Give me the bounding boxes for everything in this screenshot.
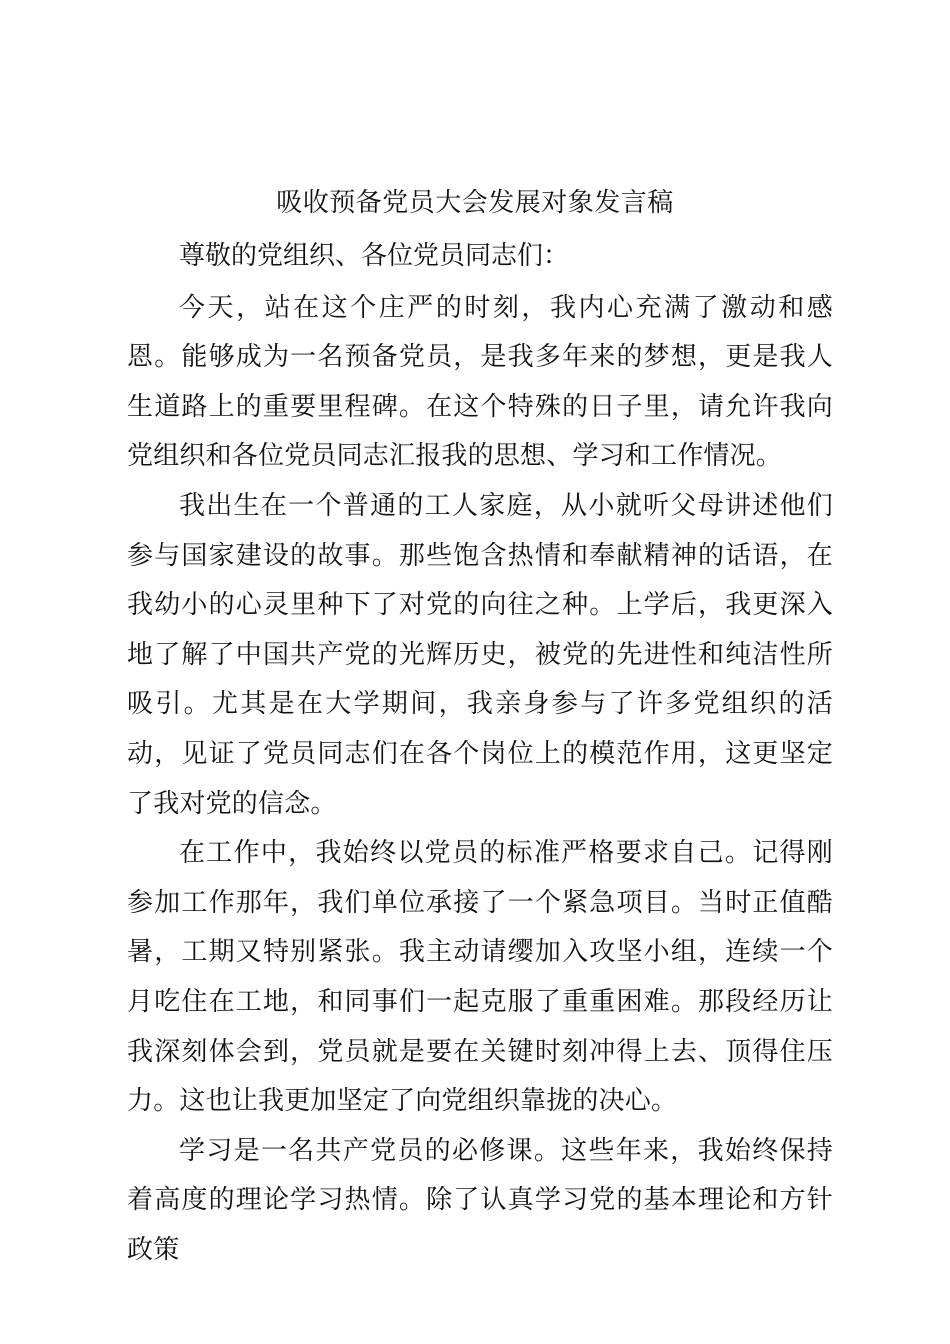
paragraph-2: 我出生在一个普通的工人家庭，从小就听父母讲述他们参与国家建设的故事。那些饱含热情和奉献精神的话语，在我幼小的心灵里种下了对党的向往之种。上学后，我更深入地了解了中国共产党的光辉历史，被党的先进性和纯洁性所吸引。尤其是在大学期间，我亲身参与了许多党组织的活动，见证了党员同志们在各个岗位上的模范作用，这更坚定了我对党的信念。 <box>127 490 833 819</box>
greeting-line: 尊敬的党组织、各位党员同志们： <box>179 241 570 271</box>
paragraph-1: 今天，站在这个庄严的时刻，我内心充满了激动和感恩。能够成为一名预备党员，是我多年来的梦想，更是我人生道路上的重要里程碑。在这个特殊的日子里，请允许我向党组织和各位党员同志汇报我的思想、学习和工作情况。 <box>127 292 833 472</box>
document-body <box>127 232 833 1275</box>
document-title: 吸收预备党员大会发展对象发言稿 <box>276 188 674 218</box>
paragraph-3: 在工作中，我始终以党员的标准严格要求自己。记得刚参加工作那年，我们单位承接了一个紧急项目。当时正值酷暑，工期又特别紧张。我主动请缨加入攻坚小组，连续一个月吃住在工地，和同事们一起克服了重重困难。那段经历让我深刻体会到，党员就是要在关键时刻冲得上去、顶得住压力。这也让我更加坚定了向党组织靠拢的决心。 <box>127 838 833 1117</box>
paragraph-4: 学习是一名共产党员的必修课。这些年来，我始终保持着高度的理论学习热情。除了认真学习党的基本理论和方针政策 <box>127 1135 833 1265</box>
